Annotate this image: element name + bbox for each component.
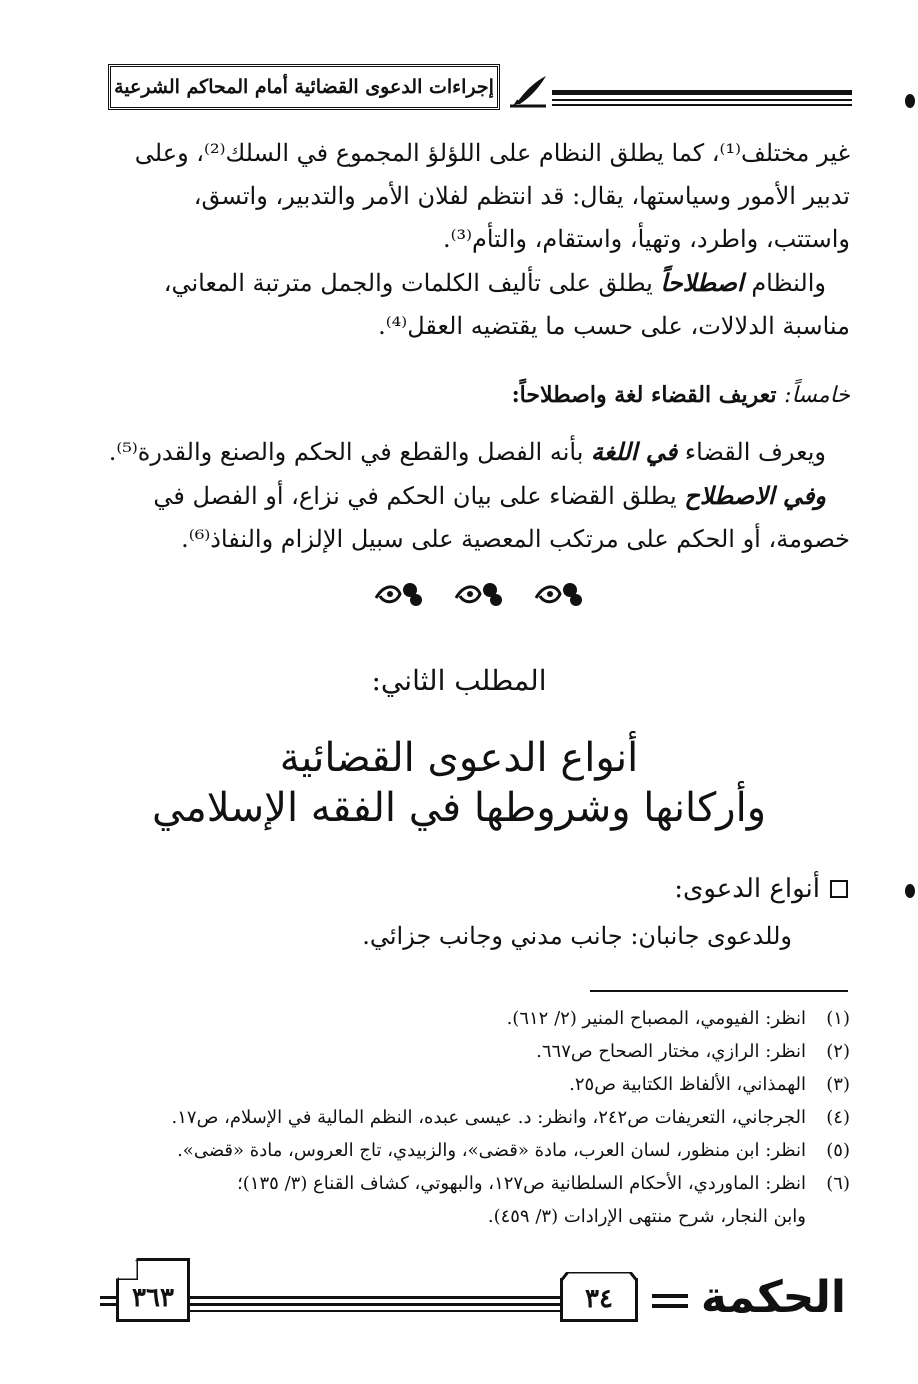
footer-rule [190,1310,560,1312]
margin-mark [905,94,915,108]
subsection-label: المطلب الثاني: [371,664,547,697]
footnote-number: (٦) [826,1173,850,1194]
footnote-text: انظر: ابن منظور، لسان العرب، مادة «قضى»، والزبيدي، تاج العروس، مادة «قضى». [177,1140,806,1161]
square-bullet-icon [830,880,848,898]
footnote [105,1101,850,1134]
header-rule [552,104,852,106]
text-run: والنظام [743,269,826,297]
page-number: ٣٦٣ [132,1283,174,1313]
section-title: تعريف القضاء لغة واصطلاحاً: [511,382,785,408]
footnote-text: انظر: الرازي، مختار الصحاح ص٦٦٧. [536,1041,806,1062]
footnote-text: الهمذاني، الألفاظ الكتابية ص٢٥. [569,1074,806,1095]
footnote-number: (٥) [826,1140,850,1161]
paragraph-nizam [105,132,850,348]
text-line: تدبير الأمور وسياستها، يقال: قد انتظم لفلان الأمر والتدبير، واتسق، [193,182,850,210]
folded-corner-icon [116,1258,138,1280]
footnote-number: (٢) [826,1041,850,1062]
text-line: غير مختلف⁽¹⁾، كما يطلق النظام على اللؤلؤ المجموع في السلك⁽²⁾، وعلى [134,139,850,167]
text-run: يطلق القضاء على بيان الحكم في نزاع، أو الفصل في [153,482,685,510]
paragraph-qada [105,430,850,561]
footer-rule [652,1294,688,1298]
footnote-number: (١) [826,1008,850,1029]
journal-logo: الحكمة [700,1272,846,1323]
footnote [105,1167,850,1200]
header-rule [552,99,852,101]
text-line [105,261,826,305]
footnote-number: (٤) [826,1107,850,1128]
floral-ornament-icon [530,578,585,610]
emphasis-term: اصطلاحاً [660,268,744,297]
issue-number-box [560,1278,638,1322]
chapter-title-line1: أنواع الدعوى القضائية [279,735,639,781]
types-heading-text: أنواع الدعوى: [674,874,820,904]
footer-rule [190,1303,560,1306]
quill-pen-icon [506,74,550,110]
margin-mark [905,884,915,898]
text-line: مناسبة الدلالات، على حسب ما يقتضيه العقل⁽⁴⁾. [378,312,850,340]
text-line: خصومة، أو الحكم على مرتكب المعصية على سبيل الإلزام والنفاذ⁽⁶⁾. [181,525,850,553]
running-header [108,64,500,110]
running-header-title: إجراءات الدعوى القضائية أمام المحاكم الشرعية [114,76,494,98]
header-rule [552,90,852,95]
text-run: ويعرف القضاء [677,438,826,466]
footnote-text: انظر: الفيومي، المصباح المنير (٢/ ٦١٢). [506,1008,806,1029]
section-heading [105,380,850,411]
footnote [105,1134,850,1167]
footnote-number: (٣) [826,1074,850,1095]
emphasis-term: في اللغة [591,437,678,466]
floral-ornament-icon [370,578,425,610]
chapter-title-line2: وأركانها وشروطها في الفقه الإسلامي [151,785,767,831]
footnote-separator [590,990,848,992]
section-number: خامساً: [784,383,850,408]
footnote [105,1035,850,1068]
footnotes [105,1002,850,1233]
footer-rule [652,1304,688,1308]
text-run: بأنه الفصل والقطع في الحكم والصنع والقدرة⁽⁵⁾. [108,438,592,466]
text-run: يطلق على تأليف الكلمات والجمل مترتبة المعاني، [163,269,661,297]
footnote-text: الجرجاني، التعريفات ص٢٤٢، وانظر: د. عيسى عبده، النظم المالية في الإسلام، ص١٧. [171,1107,806,1128]
footnote-text: انظر: الماوردي، الأحكام السلطانية ص١٢٧، والبهوتي، كشاف القناع (٣/ ١٣٥)؛ [237,1173,806,1194]
floral-ornament-icon [450,578,505,610]
footer-rule [190,1296,560,1299]
footnote [105,1068,850,1101]
emphasis-term: وفي الاصطلاح [684,481,826,510]
types-text: وللدعوى جانبان: جانب مدني وجانب جزائي. [362,922,792,950]
footnote [105,1002,850,1035]
footnote-continuation: وابن النجار، شرح منتهى الإرادات (٣/ ٤٥٩). [487,1206,806,1227]
text-line [105,474,826,518]
text-line: واستتب، واطرد، وتهيأ، واستقام، والتأم⁽³⁾. [442,225,850,253]
types-heading [674,874,848,904]
section-divider-ornaments [370,578,585,610]
text-line [105,430,826,474]
issue-number: ٣٤ [585,1283,613,1314]
